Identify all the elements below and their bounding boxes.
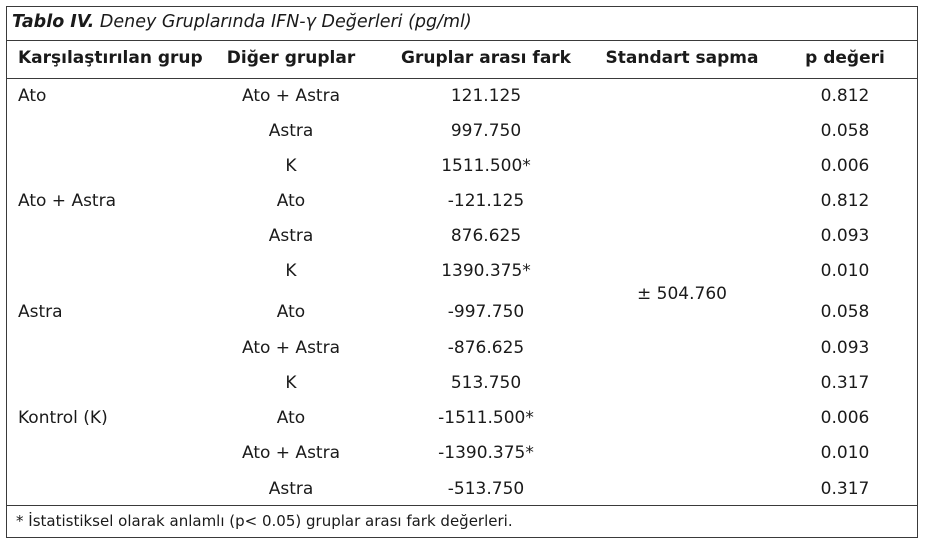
cell-p-value: 0.006 [820, 156, 870, 176]
cell-other-group: Astra [268, 121, 314, 141]
cell-p-value: 0.006 [820, 408, 870, 428]
cell-other-group: Astra [268, 479, 314, 499]
cell-group-difference: 1390.375* [441, 261, 531, 281]
cell-other-group: Ato + Astra [241, 86, 340, 106]
cell-compared-group: Ato [18, 86, 47, 106]
cell-p-value: 0.812 [820, 191, 870, 211]
cell-other-group: Ato [276, 191, 306, 211]
cell-group-difference: -1511.500* [438, 408, 534, 428]
title-divider [6, 40, 918, 41]
cell-p-value: 0.010 [820, 443, 870, 463]
cell-other-group: Ato [276, 302, 306, 322]
header-p-value: p değeri [805, 48, 885, 68]
cell-p-value: 0.093 [820, 226, 870, 246]
cell-group-difference: -1390.375* [438, 443, 534, 463]
table-title-text: Deney Gruplarında IFN-γ Değerleri (pg/ml) [94, 12, 472, 32]
cell-other-group: Astra [268, 226, 314, 246]
header-group-difference: Gruplar arası fark [401, 48, 571, 68]
cell-group-difference: 1511.500* [441, 156, 531, 176]
cell-group-difference: -513.750 [447, 479, 525, 499]
cell-other-group: Ato [276, 408, 306, 428]
cell-group-difference: -121.125 [447, 191, 525, 211]
cell-p-value: 0.317 [820, 479, 870, 499]
cell-p-value: 0.093 [820, 338, 870, 358]
footer-divider [6, 505, 918, 506]
cell-group-difference: 997.750 [450, 121, 522, 141]
table-title-label: Tablo IV. [12, 12, 95, 32]
table-title [12, 12, 472, 32]
cell-other-group: Ato + Astra [241, 443, 340, 463]
cell-group-difference: 876.625 [450, 226, 522, 246]
cell-other-group: K [285, 156, 297, 176]
cell-compared-group: Ato + Astra [18, 191, 117, 211]
cell-other-group: Ato + Astra [241, 338, 340, 358]
header-divider [6, 78, 918, 79]
cell-group-difference: -876.625 [447, 338, 525, 358]
cell-group-difference: -997.750 [447, 302, 525, 322]
cell-group-difference: 513.750 [450, 373, 522, 393]
header-other-groups: Diğer gruplar [226, 48, 356, 68]
table-footnote: * İstatistiksel olarak anlamlı (p< 0.05) gruplar arası fark değerleri. [16, 512, 513, 530]
standard-deviation-value: ± 504.760 [637, 284, 727, 304]
cell-compared-group: Astra [18, 302, 63, 322]
header-standard-deviation: Standart sapma [605, 48, 759, 68]
cell-other-group: K [285, 373, 297, 393]
cell-p-value: 0.317 [820, 373, 870, 393]
cell-compared-group: Kontrol (K) [18, 408, 108, 428]
cell-p-value: 0.058 [820, 121, 870, 141]
cell-p-value: 0.812 [820, 86, 870, 106]
cell-p-value: 0.058 [820, 302, 870, 322]
header-compared-group: Karşılaştırılan grup [18, 48, 203, 68]
cell-p-value: 0.010 [820, 261, 870, 281]
cell-group-difference: 121.125 [450, 86, 522, 106]
cell-other-group: K [285, 261, 297, 281]
